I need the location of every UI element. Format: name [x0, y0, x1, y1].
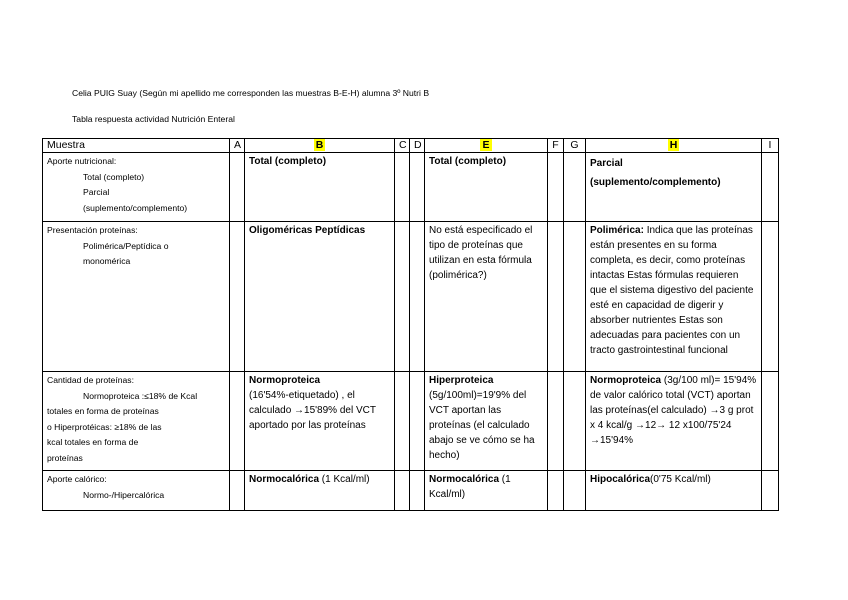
- col-header-muestra: Muestra: [43, 139, 230, 153]
- cell-b-cantidad: Normoproteica (16'54%-etiquetado) , el calculado →15'89% del VCT aportado por las proteínas: [245, 372, 395, 471]
- cell-b-calorico: Normocalórica (1 Kcal/ml): [245, 471, 395, 511]
- row-label: Aporte calórico: Normo-/Hipercalórica: [43, 471, 230, 511]
- row-label: Aporte nutricional: Total (completo) Parcial (suplemento/complemento): [43, 153, 230, 222]
- col-header-e-label: E: [482, 139, 490, 151]
- cell-h-calorico: Hipocalórica(0'75 Kcal/ml): [586, 471, 762, 511]
- cell-h-cantidad: Normoproteica (3g/100 ml)= 15'94% de valor calórico total (VCT) aportan las proteínas(el calculado) →3 g prot x 4 kcal/g →12→ 12 x100/75'24 →15'94%: [586, 372, 762, 471]
- table-row-presentacion-proteinas: [43, 222, 779, 372]
- col-header-c: C: [395, 139, 410, 153]
- cell-b-presentacion: Oligoméricas Peptídicas: [245, 222, 395, 372]
- cell-b-aporte: Total (completo): [245, 153, 395, 222]
- cell-e-calorico: Normocalórica (1 Kcal/ml): [425, 471, 548, 511]
- col-header-f: F: [548, 139, 564, 153]
- col-header-h: [586, 139, 762, 153]
- cell-h-presentacion: Polimérica: Indica que las proteínas están presentes en su forma completa, es decir, como proteínas intactas Estas fórmulas requieren que el sistema digestivo del paciente esté en capacidad de digerir y absorber nutrientes Estas son adecuadas para pacientes con un tracto gastrointestinal funcional: [586, 222, 762, 372]
- col-header-h-label: H: [669, 139, 678, 151]
- table-row-aporte-nutricional: [43, 153, 779, 222]
- activity-title-line: Tabla respuesta actividad Nutrición Enteral: [72, 114, 235, 124]
- col-header-a: A: [230, 139, 245, 153]
- cell-e-cantidad: Hiperproteica (5g/100ml)=19'9% del VCT aportan las proteínas (el calculado abajo se ve cómo se ha hecho): [425, 372, 548, 471]
- col-header-b: [245, 139, 395, 153]
- row-label: Cantidad de proteínas: Normoproteica :≤18% de Kcal totales en forma de proteínas o Hiperprotéicas: ≥18% de las kcal totales en forma de proteínas: [43, 372, 230, 471]
- response-table: [42, 138, 779, 511]
- table-row-cantidad-proteinas: [43, 372, 779, 471]
- table-row-aporte-calorico: [43, 471, 779, 511]
- cell-e-presentacion: No está especificado el tipo de proteínas que utilizan en esta fórmula (polimérica?): [425, 222, 548, 372]
- col-header-i: I: [762, 139, 779, 153]
- cell-e-aporte: Total (completo): [425, 153, 548, 222]
- col-header-d: D: [410, 139, 425, 153]
- row-label: Presentación proteínas: Polimérica/Peptídica o monomérica: [43, 222, 230, 372]
- student-header-line: Celia PUIG Suay (Según mi apellido me corresponden las muestras B-E-H) alumna 3º Nutri B: [72, 88, 430, 98]
- col-header-e: [425, 139, 548, 153]
- header-row: [43, 139, 779, 153]
- cell-h-aporte: Parcial (suplemento/complemento): [586, 153, 762, 222]
- col-header-g: G: [564, 139, 586, 153]
- col-header-b-label: B: [315, 139, 324, 151]
